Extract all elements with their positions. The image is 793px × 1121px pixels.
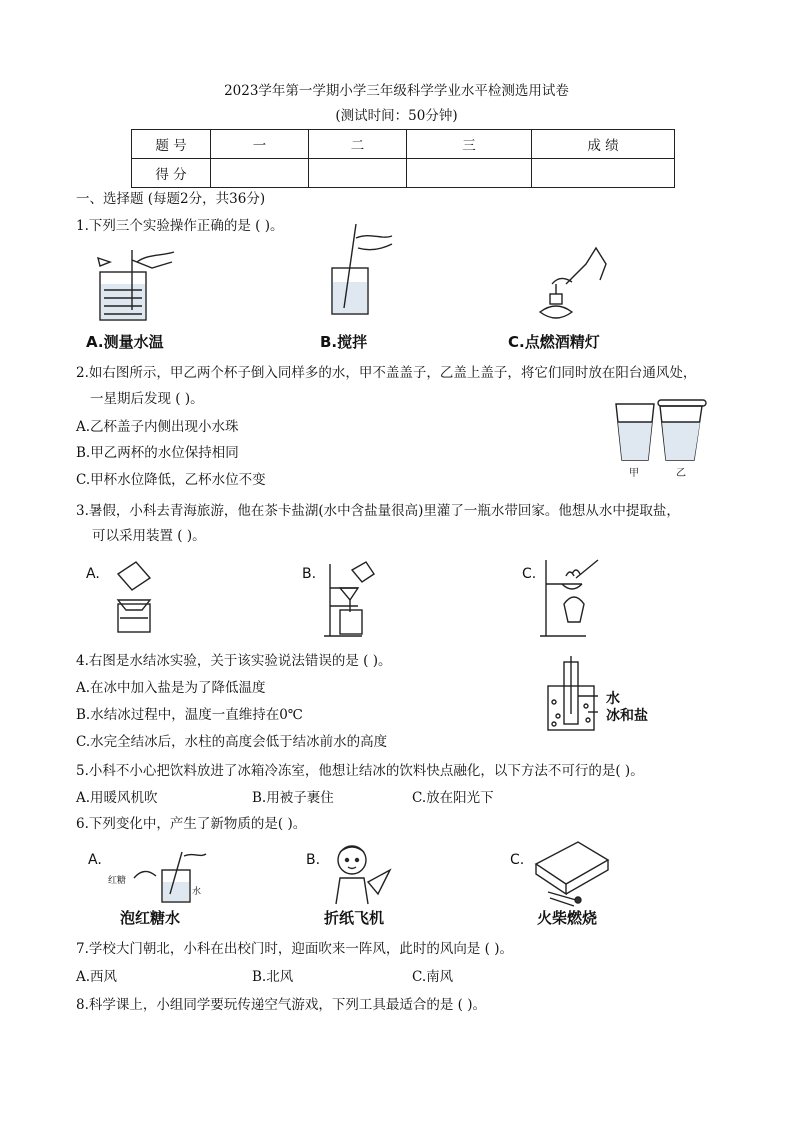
table-row xyxy=(132,130,675,159)
q2-option-a[interactable]: A.乙杯盖子内侧出现小水珠 xyxy=(76,419,239,435)
q7-option-a[interactable]: A.西风 xyxy=(76,969,118,985)
stirring-beaker-figure xyxy=(326,222,396,322)
question-4-stem: 4.右图是水结冰实验，关于该实验说法错误的是 ( )。 xyxy=(76,653,392,669)
q2-option-c[interactable]: C.甲杯水位降低，乙杯水位不变 xyxy=(76,472,266,488)
matchbox-figure xyxy=(528,840,610,908)
filtration-apparatus-figure xyxy=(322,560,394,640)
q5-option-b[interactable]: B.用被子裹住 xyxy=(252,790,334,806)
question-2-stem-2: 一星期后发现 ( )。 xyxy=(90,391,204,407)
fig-label-water: 水 xyxy=(606,691,620,707)
question-7-stem: 7.学校大门朝北，小科在出校门时，迎面吹来一阵风，此时的风向是 ( )。 xyxy=(76,941,513,957)
q6-caption-c: 火柴燃烧 xyxy=(537,909,598,927)
section-heading: 一、选择题 (每题2分，共36分) xyxy=(76,191,266,207)
thermometer-beaker-figure xyxy=(92,248,182,326)
q3-label-a[interactable]: A. xyxy=(86,566,100,582)
q4-option-c[interactable]: C.水完全结冰后，水柱的高度会低于结冰前水的高度 xyxy=(76,734,388,750)
table-cell: 一 xyxy=(211,130,309,159)
pouring-apparatus-figure xyxy=(106,560,166,638)
question-3-stem-2: 可以采用装置 ( )。 xyxy=(92,528,206,544)
q1-caption-a: A.测量水温 xyxy=(86,333,164,351)
q6-label-a[interactable]: A. xyxy=(88,852,102,868)
table-cell: 成 绩 xyxy=(532,130,675,159)
fig-label-ice-salt: 冰和盐 xyxy=(606,708,648,724)
question-2-stem-1: 2.如右图所示，甲乙两个杯子倒入同样多的水，甲不盖盖子，乙盖上盖子，将它们同时放在阳台通风处， xyxy=(76,365,697,381)
question-6-stem: 6.下列变化中，产生了新物质的是( )。 xyxy=(76,816,307,832)
table-cell: 得 分 xyxy=(132,159,211,188)
table-cell: 题 号 xyxy=(132,130,211,159)
score-cell[interactable] xyxy=(407,159,532,188)
table-cell: 二 xyxy=(309,130,407,159)
question-1-stem: 1.下列三个实验操作正确的是 ( )。 xyxy=(76,218,284,234)
q7-option-c[interactable]: C.南风 xyxy=(412,969,454,985)
q5-option-a[interactable]: A.用暖风机吹 xyxy=(76,790,158,806)
q6-caption-b: 折纸飞机 xyxy=(324,909,385,927)
q3-label-c[interactable]: C. xyxy=(522,566,537,582)
q2-option-b[interactable]: B.甲乙两杯的水位保持相同 xyxy=(76,445,239,461)
cup-label-jia: 甲 xyxy=(629,468,639,479)
score-cell[interactable] xyxy=(532,159,675,188)
q5-option-c[interactable]: C.放在阳光下 xyxy=(412,790,494,806)
table-cell: 三 xyxy=(407,130,532,159)
table-row xyxy=(132,159,675,188)
question-8-stem: 8.科学课上，小组同学要玩传递空气游戏，下列工具最适合的是 ( )。 xyxy=(76,997,486,1013)
boy-paper-plane-figure xyxy=(326,842,396,906)
alcohol-lamp-figure xyxy=(530,244,610,330)
q4-option-b[interactable]: B.水结冰过程中，温度一直维持在0℃ xyxy=(76,707,303,723)
q7-option-b[interactable]: B.北风 xyxy=(252,969,294,985)
q1-caption-b: B.搅拌 xyxy=(320,333,368,351)
score-cell[interactable] xyxy=(211,159,309,188)
evaporation-apparatus-figure xyxy=(540,556,612,640)
fig-label-water-2: 水 xyxy=(192,887,202,897)
question-5-stem: 5.小科不小心把饮料放进了冰箱冷冻室，他想让结冰的饮料快点融化，以下方法不可行的是( )。 xyxy=(76,763,644,779)
q6-caption-a: 泡红糖水 xyxy=(120,909,181,927)
q1-caption-c: C.点燃酒精灯 xyxy=(508,333,600,351)
q6-label-b[interactable]: B. xyxy=(306,852,321,868)
exam-title: 2023学年第一学期小学三年级科学学业水平检测选用试卷 xyxy=(224,83,569,99)
fig-label-sugar: 红糖 xyxy=(108,876,127,886)
cup-label-yi: 乙 xyxy=(676,468,686,479)
score-cell[interactable] xyxy=(309,159,407,188)
freezing-water-figure xyxy=(546,656,606,736)
question-3-stem-1: 3.暑假，小科去青海旅游，他在茶卡盐湖(水中含盐量很高)里灌了一瓶水带回家。他想从水中提取盐， xyxy=(76,503,680,519)
q3-label-b[interactable]: B. xyxy=(302,566,317,582)
q6-label-c[interactable]: C. xyxy=(510,852,525,868)
score-table xyxy=(131,129,675,188)
exam-time: (测试时间：50分钟) xyxy=(335,108,458,124)
q4-option-a[interactable]: A.在冰中加入盐是为了降低温度 xyxy=(76,680,266,696)
two-cups-figure xyxy=(612,398,712,484)
